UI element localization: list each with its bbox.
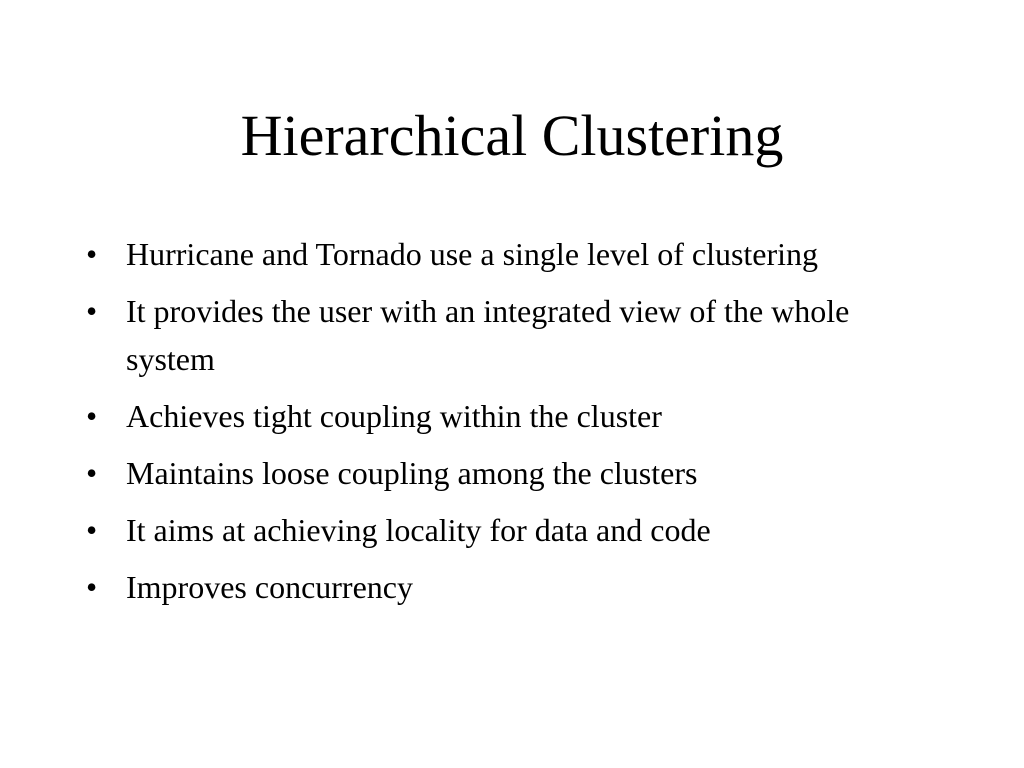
bullet-text: Improves concurrency [126,569,413,605]
bullet-icon: • [86,398,98,434]
bullet-icon: • [86,236,98,272]
bullet-item [86,230,946,278]
bullet-icon: • [86,455,98,491]
bullet-text: Hurricane and Tornado use a single level of clustering [126,236,819,272]
bullet-icon: • [86,569,98,605]
bullet-item [86,563,946,611]
bullet-item [86,392,946,440]
bullet-text: Achieves tight coupling within the cluster [126,398,662,434]
bullet-text: It provides the user with an integrated view of the whole system [126,293,850,377]
bullet-text: It aims at achieving locality for data and code [126,512,711,548]
bullet-list [86,230,946,620]
slide-title: Hierarchical Clustering [240,103,784,168]
bullet-icon: • [86,293,98,329]
bullet-item [86,506,946,554]
bullet-item [86,449,946,497]
bullet-text: Maintains loose coupling among the clusters [126,455,698,491]
bullet-item [86,287,946,383]
bullet-icon: • [86,512,98,548]
